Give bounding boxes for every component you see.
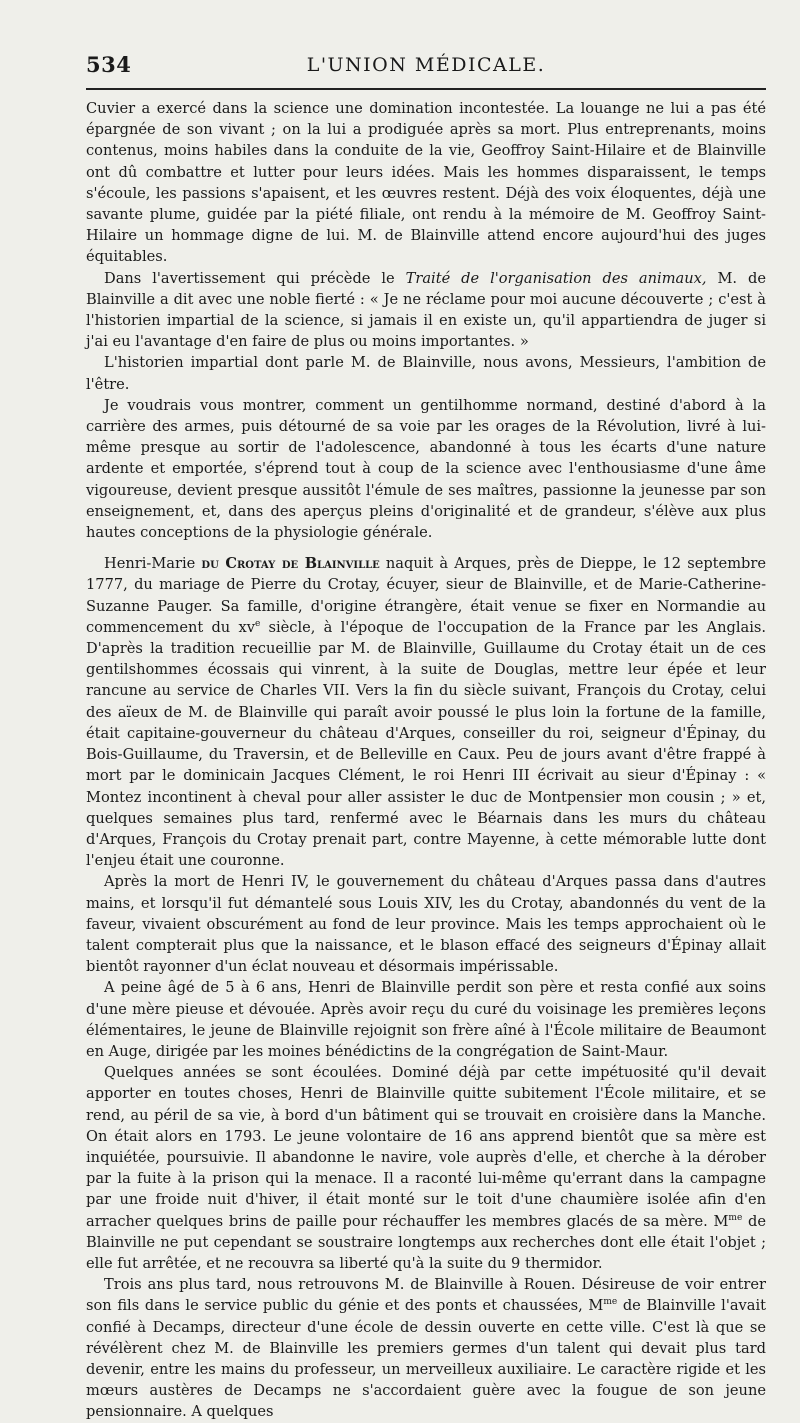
paragraph-3: L'historien impartial dont parle M. de Blainville, nous avons, Messieurs, l'ambition de l'être. — [86, 354, 766, 393]
paragraph-9 — [86, 1274, 766, 1422]
header-rule — [86, 88, 766, 90]
subject-name: du Crotay de Blainville — [201, 555, 380, 573]
page-number: 534 — [86, 52, 132, 77]
paragraph-5 — [86, 553, 766, 871]
paragraph-5-text-a: Henri-Marie — [104, 555, 202, 573]
paragraph-2-text-b: M. de Blainville a dit avec une noble fierté : « Je ne réclame pour moi aucune découverte ; c'est à l'historien impartial de la science, si jamais il en existe un, qu'il appartiendra de juger si j'ai eu l'avantage d'en faire de plus ou moins importantes. » — [86, 269, 766, 351]
paragraph-9-text-b: de Blainville l'avait confié à Decamps, directeur d'une école de dessin ouverte en cette ville. C'est là que se révélèrent chez M. de Blainville les premiers germes d'un talent qui devait plus tard devenir, entre les mains du professeur, un merveilleux auxiliaire. Le caractère rigide et les mœurs austères de Decamps ne s'accordaient guère avec la fougue de son jeune pensionnaire. A quelques — [86, 1297, 767, 1421]
paragraph-8 — [86, 1062, 766, 1274]
paragraph-8-text-b: de Blainville ne put cependant se soustraire longtemps aux recherches dont elle était l'objet ; elle fut arrêtée, et ne recouvra sa liberté qu'à la suite du 9 thermidor. — [86, 1212, 766, 1272]
paragraph-6: Après la mort de Henri IV, le gouvernement du château d'Arques passa dans d'autres mains, et lorsqu'il fut démantelé sous Louis XIV, les du Crotay, abandonnés du vent de la faveur, vivaient obscurément au fond de leur province. Mais les temps approchaient où le talent compterait plus que la naissance, et le blason effacé des seigneurs d'Épinay allait bientôt rayonner d'un éclat nouveau et désormais impérissable. — [86, 873, 766, 976]
paragraph-7: A peine âgé de 5 à 6 ans, Henri de Blainville perdit son père et resta confié aux soins d'une mère pieuse et dévouée. Après avoir reçu du curé du voisinage les premières leçons élémentaires, le jeune de Blainville rejoignit son frère aîné à l'École militaire de Beaumont en Auge, dirigée par les moines bénédictins de la congrégation de Saint-Maur. — [86, 979, 766, 1060]
book-title: Traité de l'organisation des animaux, — [405, 269, 707, 287]
paragraph-1: Cuvier a exercé dans la science une domination incontestée. La louange ne lui a pas été épargnée de son vivant ; on la lui a prodiguée après sa mort. Plus entreprenants, moins contenus, moins habiles dans la conduite de la vie, Geoffroy Saint-Hilaire et de Blainville ont dû combattre et lutter pour leurs idées. Mais les hommes disparaissent, le temps s'écoule, les passions s'apaisent, et les œuvres restent. Déjà des voix éloquentes, déjà une savante plume, guidée par la piété filiale, ont rendu à la mémoire de M. Geoffroy Saint-Hilaire un hommage digne de lui. M. de Blainville attend encore aujourd'hui des juges équitables. — [86, 100, 766, 266]
madame-superscript-2: me — [603, 1297, 618, 1308]
page-header — [86, 52, 766, 84]
body-text — [86, 98, 766, 1423]
paragraph-9-text-a: Trois ans plus tard, nous retrouvons M. de Blainville à Rouen. Désireuse de voir entrer son fils dans le service public du génie et des ponts et chaussées, M — [86, 1276, 766, 1315]
paragraph-4: Je voudrais vous montrer, comment un gentilhomme normand, destiné d'abord à la carrière des armes, puis détourné de sa voie par les orages de la Révolution, livré à lui-même presque au sortir de l'adolescence, abandonné à tous les écarts d'une nature ardente et emportée, s'éprend tout à coup de la science avec l'enthousiasme d'une âme vigoureuse, devient presque aussitôt l'émule de ses maîtres, passionne la jeunesse par son enseignement, et, dans des aperçus pleins d'originalité et de grandeur, s'élève aux plus hautes conceptions de la physiologie générale. — [86, 396, 766, 542]
running-title: L'UNION MÉDICALE. — [306, 54, 546, 76]
paragraph-2 — [86, 268, 766, 353]
century-superscript: e — [254, 619, 261, 630]
paragraph-8-text-a: Quelques années se sont écoulées. Dominé déjà par cette impétuosité qu'il devait apporter en toutes choses, Henri de Blainville quitte subitement l'École militaire, et se rend, au péril de sa vie, à bord d'un bâtiment qui se trouvait en croisière dans la Manche. On était alors en 1793. Le jeune volontaire de 16 ans apprend bientôt que sa mère est inquiétée, poursuivie. Il abandonne le navire, vole auprès d'elle, et cherche à la dérober par la fuite à la prison qui la menace. Il a raconté lui-même qu'errant dans la campagne par une froide nuit d'hiver, il était monté sur le toit d'une chaumière isolée afin d'en arracher quelques brins de paille pour réchauffer les membres glacés de sa mère. M — [86, 1064, 766, 1230]
paragraph-5-text-c: siècle, à l'époque de l'occupation de la France par les Anglais. D'après la tradition recueillie par M. de Blainville, Guillaume du Crotay était un de ces gentilshommes écossais qui vinrent, à la suite de Douglas, mettre leur épée et leur rancune au service de Charles VII. Vers la fin du siècle suivant, François du Crotay, celui des aïeux de M. de Blainville qui paraît avoir poussé le plus loin la fortune de la famille, était capitaine-gouverneur du château d'Arques, conseiller du roi, seigneur d'Épinay, du Bois-Guillaume, du Traversin, et de Belleville en Caux. Peu de jours avant d'être frappé à mort par le dominicain Jacques Clément, le roi Henri III écrivait au sieur d'Épinay : « Montez incontinent à cheval pour aller assister le duc de Montpensier mon cousin ; » et, quelques semaines plus tard, renfermé avec le Béarnais dans les murs du château d'Arques, François du Crotay prenait part, contre Mayenne, à cette mémorable lutte dont l'enjeu était une couronne. — [86, 618, 766, 870]
paragraph-2-text-a: Dans l'avertissement qui précède le — [104, 269, 406, 287]
madame-superscript: me — [728, 1212, 743, 1223]
paragraph-5-text-b: naquit à Arques, près de Dieppe, le 12 septembre 1777, du mariage de Pierre du Crotay, écuyer, sieur de Blainville, et de Marie-Catherine-Suzanne Pauger. Sa famille, d'origine étrangère, était venue se fixer en Normandie au commencement du xv — [86, 555, 766, 636]
